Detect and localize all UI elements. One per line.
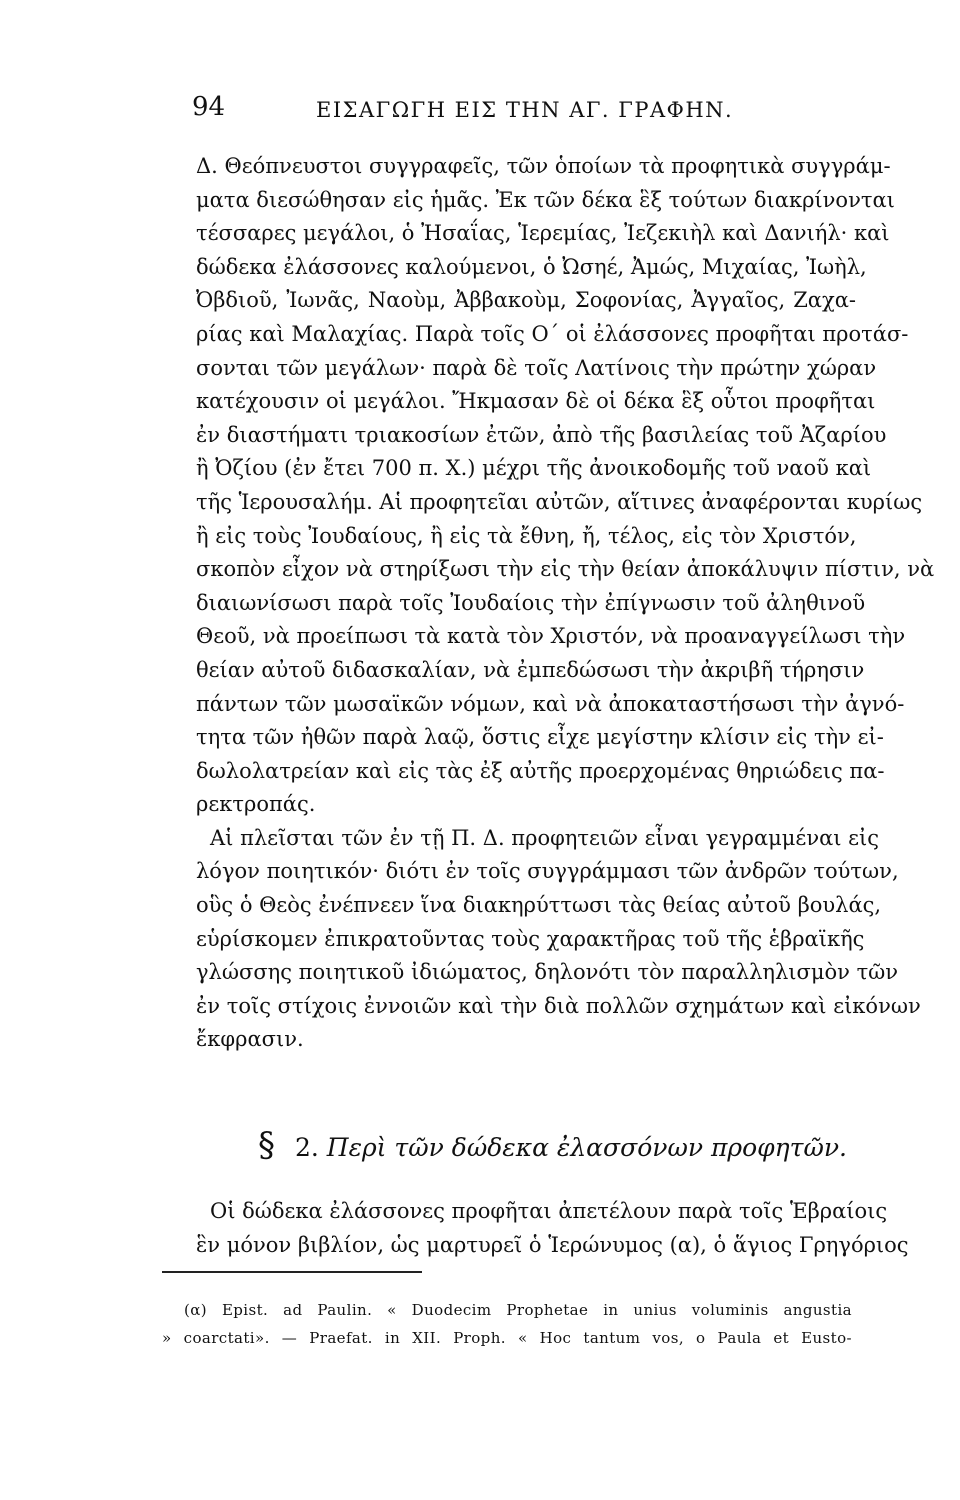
text-line: Δ. Θεόπνευστοι συγγραφεῖς, τῶν ὁποίων τὰ προφητικὰ συγγράμ- xyxy=(196,154,891,178)
footnote-line: (α) Epist. ad Paulin. « Duodecim Prophetae in unius voluminis angustia xyxy=(184,1301,852,1319)
text-line: σκοπὸν εἶχον νὰ στηρίξωσι τὴν εἰς τὴν θείαν ἀποκάλυψιν πίστιν, νὰ xyxy=(196,557,935,582)
paragraph-start-line: Αἱ πλεῖσται τῶν ἐν τῇ Π. Δ. προφητειῶν εἶναι γεγραμμέναι εἰς xyxy=(210,825,880,850)
text-line: γλώσσης ποιητικοῦ ἰδιώματος, δηλονότι τὸν παραλληλισμὸν τῶν xyxy=(196,960,899,985)
running-title: ΕΙΣΑΓΩΓΗ ΕΙΣ ΤΗΝ ΑΓ. ΓΡΑΦΗΝ. xyxy=(316,98,734,122)
text-line: θείαν αὐτοῦ διδασκαλίαν, νὰ ἐμπεδώσωσι τὴν ἀκριβῆ τήρησιν xyxy=(196,657,865,682)
running-head xyxy=(192,92,862,132)
section-heading xyxy=(258,1125,847,1165)
text-line: ἢ εἰς τοὺς Ἰουδαίους, ἢ εἰς τὰ ἔθνη, ἤ, τέλος, εἰς τὸν Χριστόν, xyxy=(196,523,857,548)
text-line: τητα τῶν ἠθῶν παρὰ λαῷ, ὅστις εἶχε μεγίστην κλίσιν εἰς τὴν εἰ- xyxy=(196,725,884,750)
text-line: δώδεκα ἐλάσσονες καλούμενοι, ὁ Ὠσηέ, Ἀμώς, Μιχαίας, Ἰωὴλ, xyxy=(196,254,867,279)
section-number: 2. xyxy=(294,1133,319,1162)
text-line: τέσσαρες μεγάλοι, ὁ Ἠσαΐας, Ἱερεμίας, Ἰεζεκιὴλ καὶ Δανιήλ· καὶ xyxy=(196,221,890,246)
body-text xyxy=(196,150,935,1057)
page-number: 94 xyxy=(192,92,226,122)
text-line: ἓν μόνον βιβλίον, ὡς μαρτυρεῖ ὁ Ἱερώνυμος (α), ὁ ἅγιος Γρηγόριος xyxy=(196,1232,909,1257)
text-line: δωλολατρείαν καὶ εἰς τὰς ἐξ αὐτῆς προερχομένας θηριώδεις πα- xyxy=(196,758,885,783)
text-line: Ὀβδιοῦ, Ἰωνᾶς, Ναοὺμ, Ἀββακοὺμ, Σοφονίας, Ἀγγαῖος, Ζαχα- xyxy=(196,288,856,313)
section-body xyxy=(196,1195,909,1262)
text-line: σονται τῶν μεγάλων· παρὰ δὲ τοῖς Λατίνοις τὴν πρώτην χώραν xyxy=(196,355,877,380)
text-line: διαιωνίσωσι παρὰ τοῖς Ἰουδαίοις τὴν ἐπίγνωσιν τοῦ ἀληθινοῦ xyxy=(196,590,866,615)
paragraph-start-line: Οἱ δώδεκα ἐλάσσονες προφῆται ἀπετέλουν παρὰ τοῖς Ἑβραίοις xyxy=(210,1199,888,1223)
text-line: τῆς Ἱερουσαλήμ. Αἱ προφητεῖαι αὐτῶν, αἵτινες ἀναφέρονται κυρίως xyxy=(196,489,923,514)
text-line: ρίας καὶ Μαλαχίας. Παρὰ τοῖς Ο΄ οἱ ἐλάσσονες προφῆται προτάσ- xyxy=(196,321,909,346)
paragraph-end-line: ρεκτροπάς. xyxy=(196,792,316,817)
section-sign: § xyxy=(258,1125,275,1165)
text-line: ἐν διαστήματι τριακοσίων ἐτῶν, ἀπὸ τῆς βασιλείας τοῦ Ἀζαρίου xyxy=(196,422,887,447)
text-line: οὓς ὁ Θεὸς ἐνέπνεεν ἵνα διακηρύττωσι τὰς θείας αὐτοῦ βουλάς, xyxy=(196,893,882,918)
footnotes xyxy=(162,1296,852,1352)
text-line: λόγον ποιητικόν· διότι ἐν τοῖς συγγράμμασι τῶν ἀνδρῶν τούτων, xyxy=(196,859,899,884)
text-line: ἢ Ὀζίου (ἐν ἔτει 700 π. Χ.) μέχρι τῆς ἀνοικοδομῆς τοῦ ναοῦ καὶ xyxy=(196,456,872,481)
paragraph-end-line: ἔκφρασιν. xyxy=(196,1027,304,1052)
text-line: πάντων τῶν μωσαϊκῶν νόμων, καὶ νὰ ἀποκαταστήσωσι τὴν ἀγνό- xyxy=(196,691,905,716)
text-line: ἐν τοῖς στίχοις ἐννοιῶν καὶ τὴν διὰ πολλῶν σχημάτων καὶ εἰκόνων xyxy=(196,993,921,1018)
footnote-line: » coarctati». — Praefat. in XII. Proph. « Hoc tantum vos, o Paula et Eusto- xyxy=(162,1329,852,1347)
text-line: ματα διεσώθησαν εἰς ἡμᾶς. Ἐκ τῶν δέκα ἓξ τούτων διακρίνονται xyxy=(196,187,895,212)
footnote-divider xyxy=(162,1271,422,1273)
text-line: εὑρίσκομεν ἐπικρατοῦντας τοὺς χαρακτῆρας τοῦ τῆς ἑβραϊκῆς xyxy=(196,926,865,951)
text-line: κατέχουσιν οἱ μεγάλοι. Ἤκμασαν δὲ οἱ δέκα ἓξ οὗτοι προφῆται xyxy=(196,389,876,414)
section-title: Περὶ τῶν δώδεκα ἐλασσόνων προφητῶν. xyxy=(326,1133,847,1162)
text-line: Θεοῦ, νὰ προείπωσι τὰ κατὰ τὸν Χριστόν, νὰ προαναγγείλωσι τὴν xyxy=(196,624,906,649)
